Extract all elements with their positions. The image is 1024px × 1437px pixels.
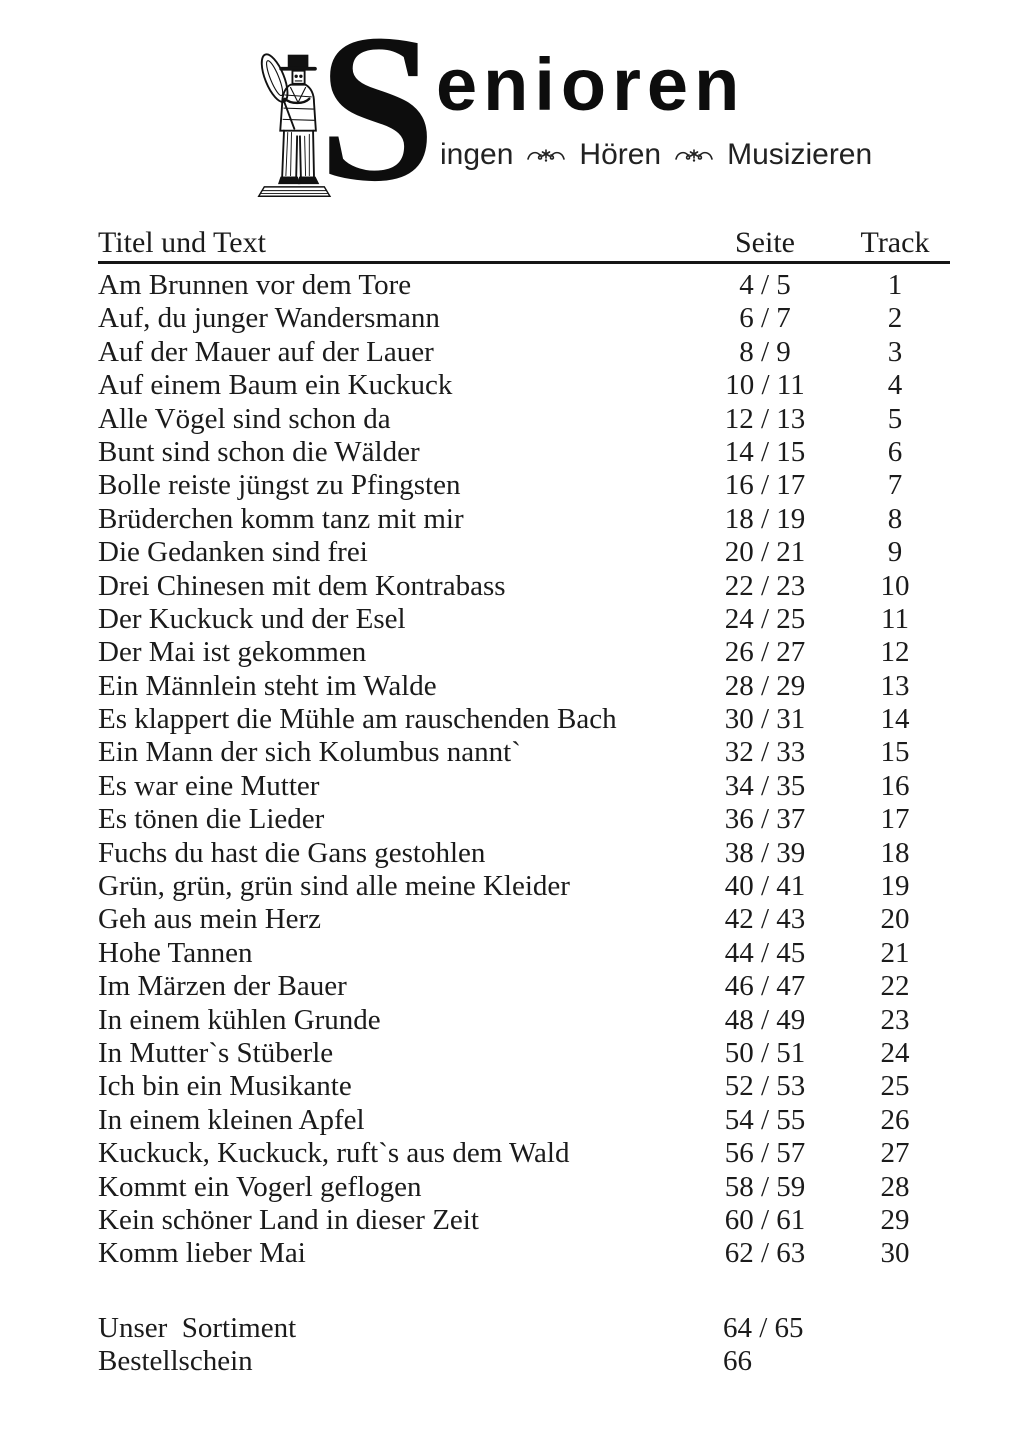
page-numbers: 50 / 51	[724, 1036, 806, 1069]
page-numbers: 14 / 15	[724, 435, 806, 468]
page-numbers: 60 / 61	[724, 1203, 806, 1236]
track-number: 25	[880, 1070, 910, 1103]
toc-row	[98, 770, 950, 803]
song-title: Grün, grün, grün sind alle meine Kleider	[98, 870, 570, 903]
song-title: Kein schöner Land in dieser Zeit	[98, 1203, 479, 1236]
toc-row	[98, 837, 950, 870]
toc-row	[98, 570, 950, 603]
song-title: Hohe Tannen	[98, 936, 253, 969]
track-number: 21	[880, 936, 910, 969]
page-numbers: 32 / 33	[724, 736, 806, 769]
track-number: 20	[880, 903, 910, 936]
page-numbers: 6 / 7	[739, 302, 791, 335]
header-track-column: Track	[860, 226, 930, 259]
song-title: Kuckuck, Kuckuck, ruft`s aus dem Wald	[98, 1137, 570, 1170]
fleuron-ornament-icon	[674, 146, 714, 164]
toc-row	[98, 469, 950, 502]
toc-row	[98, 1037, 950, 1070]
page-numbers: 56 / 57	[724, 1137, 806, 1170]
subtitle-word-singen: ingen	[440, 138, 514, 171]
song-title: Bestellschein	[98, 1345, 253, 1378]
toc-row	[98, 603, 950, 636]
song-title: In einem kleinen Apfel	[98, 1103, 365, 1136]
toc-row	[98, 1070, 950, 1103]
page-numbers: 38 / 39	[724, 836, 806, 869]
song-title: Der Mai ist gekommen	[98, 636, 367, 669]
track-number: 12	[880, 636, 910, 669]
page-numbers: 66	[723, 1345, 752, 1378]
track-number: 2	[887, 302, 903, 335]
toc-row	[98, 269, 950, 302]
song-title: Es war eine Mutter	[98, 769, 320, 802]
track-number: 16	[880, 769, 910, 802]
song-title: Es tönen die Lieder	[98, 803, 325, 836]
page-numbers: 52 / 53	[724, 1070, 806, 1103]
toc-row	[98, 870, 950, 903]
page-numbers: 16 / 17	[724, 469, 806, 502]
song-title: Drei Chinesen mit dem Kontrabass	[98, 569, 506, 602]
track-number: 27	[880, 1137, 910, 1170]
toc-row	[98, 670, 950, 703]
track-number: 1	[887, 269, 903, 301]
toc-row	[98, 703, 950, 736]
track-number: 30	[880, 1237, 910, 1270]
page-numbers: 30 / 31	[724, 703, 806, 736]
page-numbers: 46 / 47	[724, 970, 806, 1003]
toc-row	[98, 503, 950, 536]
song-title: Fuchs du hast die Gans gestohlen	[98, 836, 486, 869]
page-numbers: 44 / 45	[724, 936, 806, 969]
toc-row	[98, 1004, 950, 1037]
track-number: 3	[887, 335, 903, 368]
toc-row	[98, 1137, 950, 1170]
table-of-contents	[98, 228, 950, 1379]
page-numbers: 10 / 11	[725, 369, 805, 402]
page-numbers: 26 / 27	[724, 636, 806, 669]
song-title: Der Kuckuck und der Esel	[98, 602, 406, 635]
track-number: 26	[880, 1103, 910, 1136]
track-number: 8	[887, 502, 903, 535]
page-numbers: 12 / 13	[724, 402, 806, 435]
toc-row	[98, 803, 950, 836]
track-number: 11	[881, 602, 909, 635]
song-title: Ein Männlein steht im Walde	[98, 669, 437, 702]
track-number: 7	[887, 469, 903, 502]
toc-row	[98, 336, 950, 369]
header-title-column: Titel und Text	[98, 228, 266, 258]
toc-row	[98, 970, 950, 1003]
track-number: 19	[880, 870, 910, 903]
track-number: 22	[880, 970, 910, 1003]
track-number: 10	[880, 569, 910, 602]
song-title: Kommt ein Vogerl geflogen	[98, 1170, 422, 1203]
track-number: 24	[880, 1036, 910, 1069]
page-numbers: 8 / 9	[739, 335, 791, 368]
song-title: Im Märzen der Bauer	[98, 970, 347, 1003]
song-title: Die Gedanken sind frei	[98, 536, 368, 569]
song-title: Bolle reiste jüngst zu Pfingsten	[98, 469, 461, 502]
track-number: 13	[880, 669, 910, 702]
page-numbers: 40 / 41	[724, 870, 806, 903]
track-number: 23	[880, 1003, 910, 1036]
page-numbers: 18 / 19	[724, 502, 806, 535]
song-title: Komm lieber Mai	[98, 1237, 306, 1270]
page-numbers: 62 / 63	[724, 1237, 806, 1270]
track-number: 18	[880, 836, 910, 869]
toc-row	[98, 937, 950, 970]
toc-row	[98, 736, 950, 769]
toc-row	[98, 903, 950, 936]
toc-rows	[98, 264, 950, 1271]
toc-row	[98, 636, 950, 669]
track-number: 29	[880, 1203, 910, 1236]
song-title: Brüderchen komm tanz mit mir	[98, 502, 464, 535]
page-numbers: 22 / 23	[724, 569, 806, 602]
song-title: In Mutter`s Stüberle	[98, 1036, 334, 1069]
page-numbers: 54 / 55	[724, 1103, 806, 1136]
page-numbers: 58 / 59	[724, 1170, 806, 1203]
track-number: 14	[880, 703, 910, 736]
subtitle-word-musizieren: Musizieren	[727, 138, 873, 171]
song-title: Ich bin ein Musikante	[98, 1070, 352, 1103]
page-numbers: 20 / 21	[724, 536, 806, 569]
track-number: 17	[880, 803, 910, 836]
header-page-column: Seite	[735, 226, 795, 259]
toc-row	[98, 1237, 950, 1270]
page-numbers: 34 / 35	[724, 769, 806, 802]
track-number: 4	[887, 369, 903, 402]
toc-row	[98, 1312, 950, 1345]
page-numbers: 64 / 65	[723, 1311, 804, 1344]
brand-initial: S	[318, 0, 436, 225]
song-title: Geh aus mein Herz	[98, 903, 322, 936]
toc-row	[98, 1104, 950, 1137]
toc-row	[98, 1204, 950, 1237]
subtitle-word-hoeren: Hören	[579, 138, 662, 171]
song-title: Auf der Mauer auf der Lauer	[98, 335, 434, 368]
toc-row	[98, 369, 950, 402]
toc-row	[98, 1171, 950, 1204]
song-title: Am Brunnen vor dem Tore	[98, 269, 412, 301]
page-numbers: 28 / 29	[724, 669, 806, 702]
track-number: 5	[887, 402, 903, 435]
song-title: Ein Mann der sich Kolumbus nannt`	[98, 736, 521, 769]
page-numbers: 24 / 25	[724, 602, 806, 635]
song-title: Alle Vögel sind schon da	[98, 402, 391, 435]
toc-row	[98, 536, 950, 569]
toc-row	[98, 302, 950, 335]
toc-row	[98, 436, 950, 469]
song-title: Auf, du junger Wandersmann	[98, 302, 440, 335]
track-number: 15	[880, 736, 910, 769]
page-numbers: 36 / 37	[724, 803, 806, 836]
track-number: 9	[887, 536, 903, 569]
toc-row	[98, 1345, 950, 1378]
track-number: 6	[887, 435, 903, 468]
song-title: In einem kühlen Grunde	[98, 1003, 381, 1036]
track-number: 28	[880, 1170, 910, 1203]
brand-subtitle	[440, 138, 872, 172]
toc-footer-rows	[98, 1307, 950, 1379]
toc-row	[98, 403, 950, 436]
song-title: Es klappert die Mühle am rauschenden Bach	[98, 703, 617, 736]
fleuron-ornament-icon	[526, 146, 566, 164]
page-numbers: 4 / 5	[739, 269, 791, 301]
song-title: Bunt sind schon die Wälder	[98, 435, 420, 468]
song-title: Unser Sortiment	[98, 1311, 297, 1344]
logo	[0, 0, 1024, 225]
toc-header-row	[98, 228, 950, 264]
page-numbers: 48 / 49	[724, 1003, 806, 1036]
brand-name: enioren	[436, 43, 746, 126]
page-numbers: 42 / 43	[724, 903, 806, 936]
song-title: Auf einem Baum ein Kuckuck	[98, 369, 453, 402]
